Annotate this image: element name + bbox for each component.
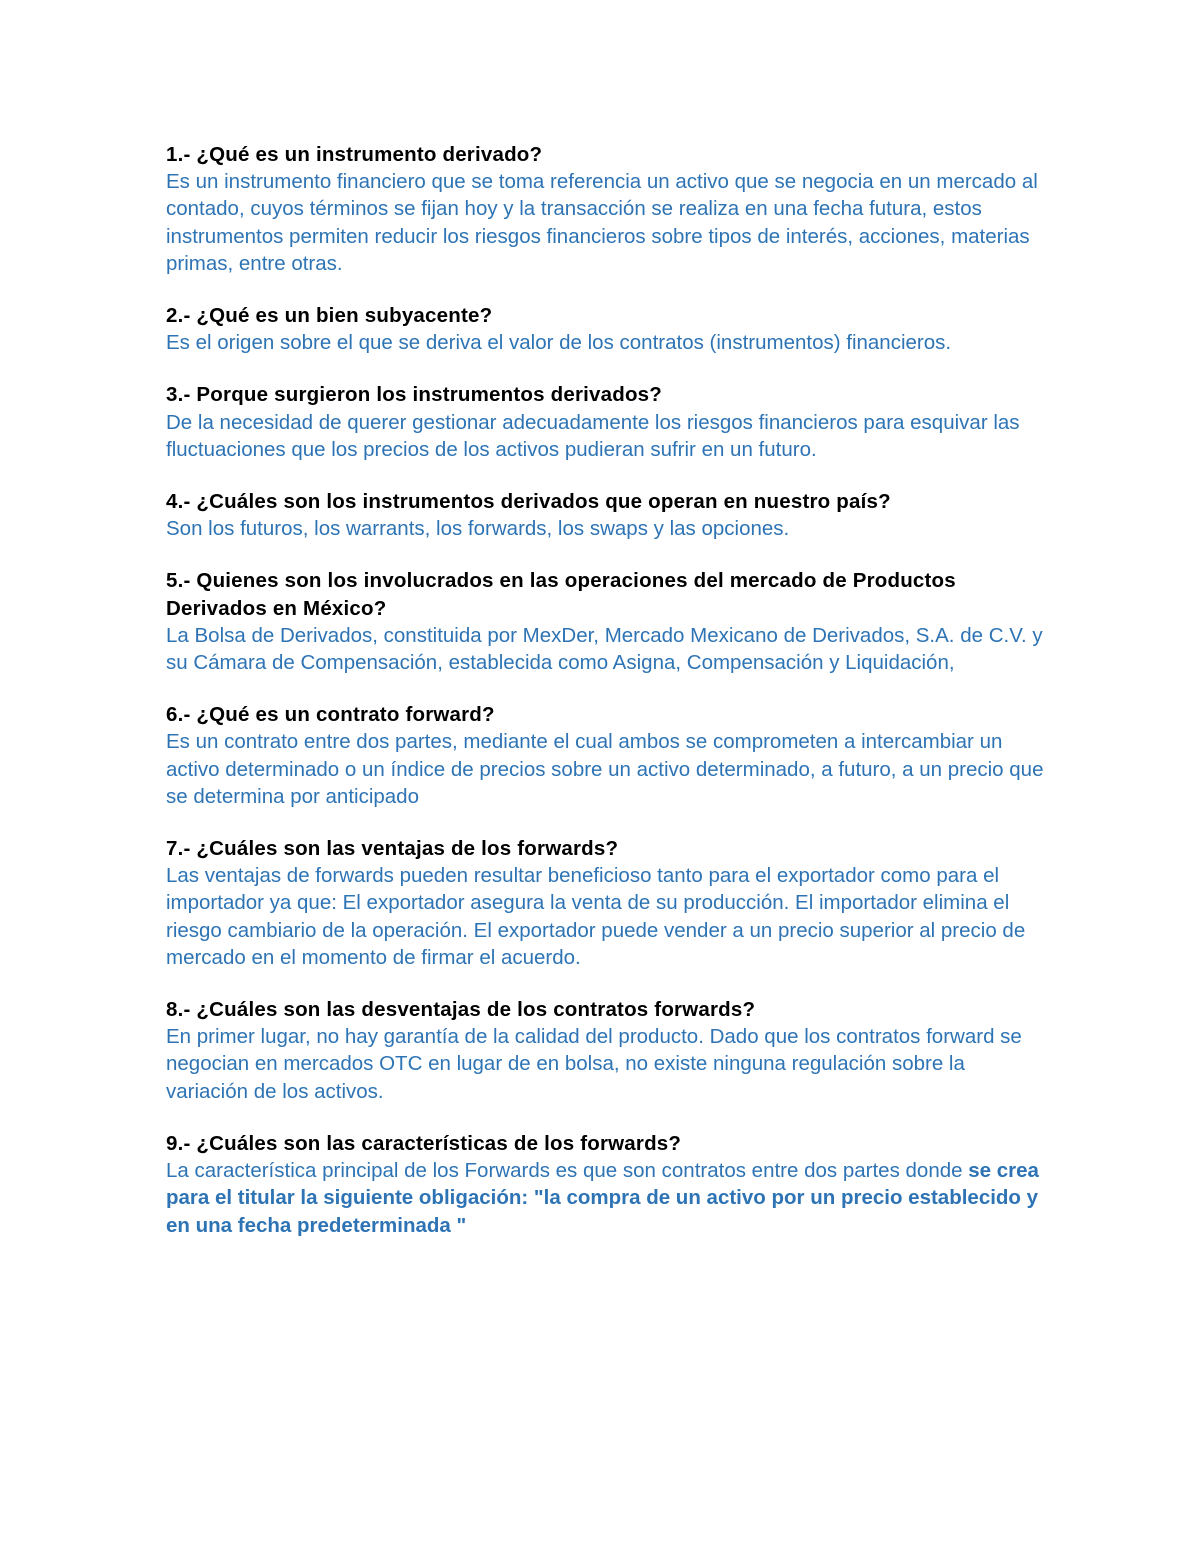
answer-6: Es un contrato entre dos partes, mediante el cual ambos se comprometen a intercambiar un activo determinado o un índice de precios sobre un activo determinado, a futuro, a un precio que se determina por anticipado (166, 730, 1044, 808)
question-3: 3.- Porque surgieron los instrumentos derivados? (166, 383, 662, 407)
answer-9-text: La característica principal de los Forwards es que son contratos entre dos partes donde (166, 1159, 963, 1183)
qa-item-4 (166, 488, 1046, 542)
qa-item-6 (166, 701, 1046, 810)
question-6: 6.- ¿Qué es un contrato forward? (166, 703, 495, 727)
question-9: 9.- ¿Cuáles son las características de los forwards? (166, 1131, 682, 1155)
question-5: 5.- Quienes son los involucrados en las operaciones del mercado de Productos Derivados en México? (166, 569, 956, 620)
qa-item-1 (166, 141, 1046, 277)
answer-8: En primer lugar, no hay garantía de la calidad del producto. Dado que los contratos forward se negocian en mercados OTC en lugar de en bolsa, no existe ninguna regulación sobre la variación de los activos. (166, 1025, 1022, 1103)
answer-2: Es el origen sobre el que se deriva el valor de los contratos (instrumentos) financieros. (166, 331, 952, 355)
answer-7: Las ventajas de forwards pueden resultar beneficioso tanto para el exportador como para el importador ya que: El exportador asegura la venta de su producción. El importador elimina el riesgo cambiario de la operación. El exportador puede vender a un precio superior al precio de mercado en el momento de firmar el acuerdo. (166, 864, 1026, 969)
document-page (166, 141, 1046, 1264)
qa-item-2 (166, 302, 1046, 356)
answer-9-bold-text: se crea para el titular la siguiente obligación: "la compra de un activo por un precio establecido y en una fecha predeterminada " (166, 1159, 1039, 1237)
answer-9 (166, 1157, 1046, 1239)
question-2: 2.- ¿Qué es un bien subyacente? (166, 304, 493, 328)
question-4: 4.- ¿Cuáles son los instrumentos derivados que operan en nuestro país? (166, 490, 891, 514)
answer-3: De la necesidad de querer gestionar adecuadamente los riesgos financieros para esquivar las fluctuaciones que los precios de los activos pudieran sufrir en un futuro. (166, 410, 1020, 461)
qa-item-5 (166, 567, 1046, 676)
answer-4: Son los futuros, los warrants, los forwards, los swaps y las opciones. (166, 517, 790, 541)
question-8: 8.- ¿Cuáles son las desventajas de los contratos forwards? (166, 998, 756, 1022)
answer-5: La Bolsa de Derivados, constituida por MexDer, Mercado Mexicano de Derivados, S.A. de C.V. y su Cámara de Compensación, establecida como Asigna, Compensación y Liquidación, (166, 623, 1043, 675)
qa-item-9 (166, 1130, 1046, 1239)
qa-item-8 (166, 996, 1046, 1105)
question-7: 7.- ¿Cuáles son las ventajas de los forwards? (166, 837, 619, 861)
qa-item-3 (166, 381, 1046, 463)
qa-item-7 (166, 835, 1046, 971)
question-1: 1.- ¿Qué es un instrumento derivado? (166, 143, 543, 166)
answer-1: Es un instrumento financiero que se toma referencia un activo que se negocia en un mercado al contado, cuyos términos se fijan hoy y la transacción se realiza en una fecha futura, estos instrumentos permiten reducir los riesgos financieros sobre tipos de interés, acciones, materias primas, entre otras. (166, 170, 1038, 275)
